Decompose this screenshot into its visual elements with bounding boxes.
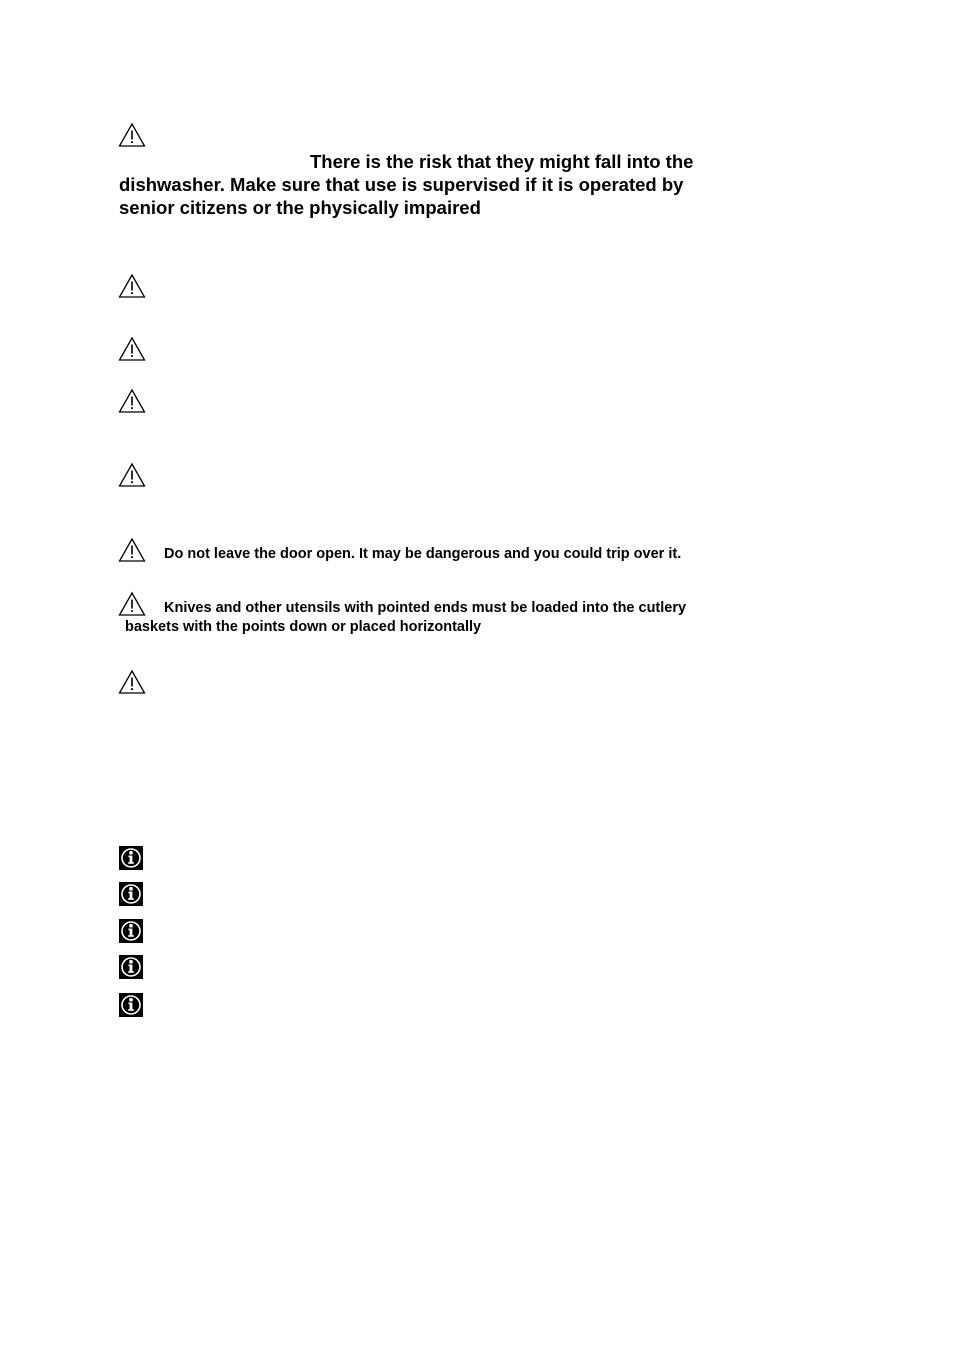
warning-triangle-icon	[118, 591, 146, 617]
warning-triangle-icon	[118, 462, 146, 488]
info-icon	[119, 919, 143, 943]
knives-warning-line-1: Knives and other utensils with pointed ends must be loaded into the cutlery	[164, 600, 687, 616]
warning-text-line-1: There is the risk that they might fall into the	[310, 151, 694, 172]
door-warning-text: Do not leave the door open. It may be dangerous and you could trip over it.	[164, 546, 682, 562]
warning-triangle-icon	[118, 122, 146, 148]
warning-triangle-icon	[118, 336, 146, 362]
warning-text-line-3: senior citizens or the physically impaired	[119, 197, 481, 218]
warning-triangle-icon	[118, 273, 146, 299]
knives-warning-line-2: baskets with the points down or placed horizontally	[125, 619, 482, 635]
warning-text-line-2: dishwasher. Make sure that use is supervised if it is operated by	[119, 174, 684, 195]
info-icon	[119, 993, 143, 1017]
warning-triangle-icon	[118, 669, 146, 695]
info-icon	[119, 882, 143, 906]
warning-triangle-icon	[118, 388, 146, 414]
info-icon	[119, 955, 143, 979]
warning-triangle-icon	[118, 537, 146, 563]
info-icon	[119, 846, 143, 870]
